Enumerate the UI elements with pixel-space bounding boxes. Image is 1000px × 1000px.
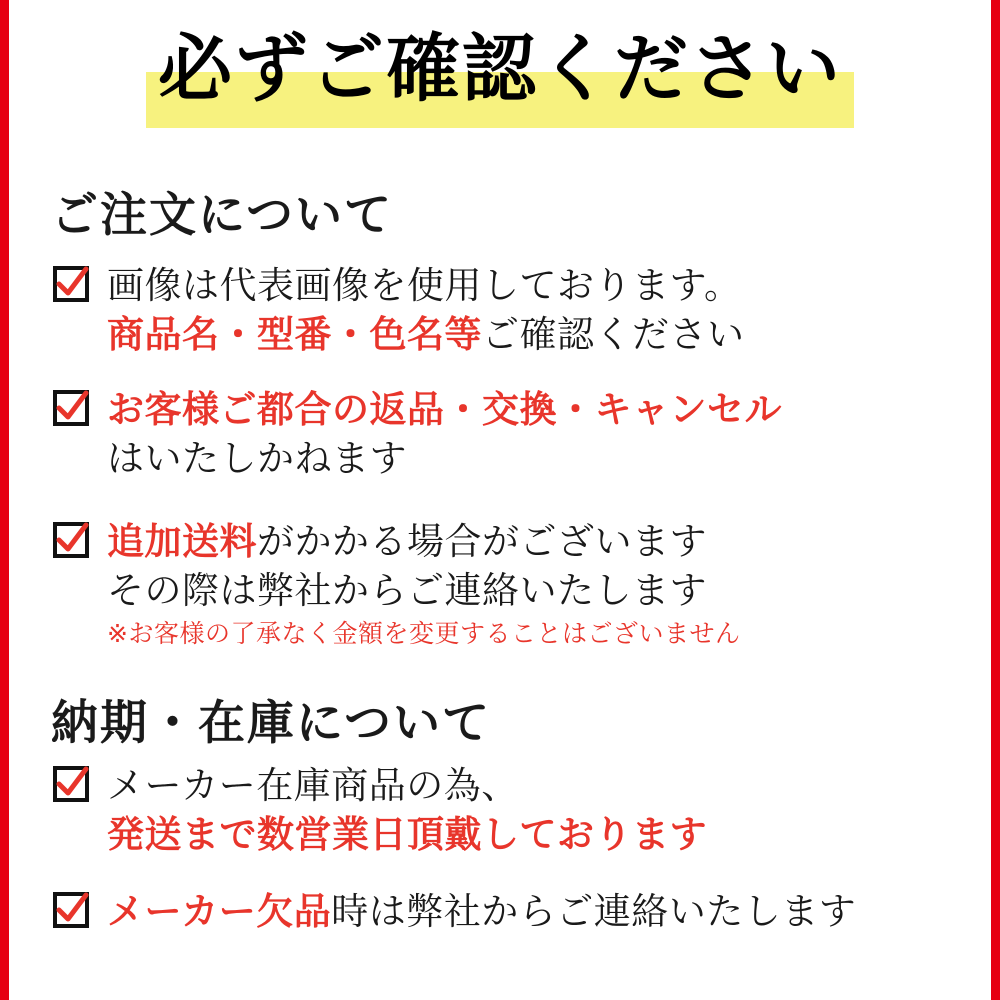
list-item [53,888,963,937]
section-heading-order: ご注文について [51,188,394,243]
checkbox-checked-icon [53,766,89,802]
list-item [53,762,963,860]
plain-text: ご確認ください [482,312,745,356]
list-item-line: 画像は代表画像を使用しております。 [107,264,742,307]
page-title [146,28,854,114]
page-title-wrap [9,28,991,114]
emphasis-text: メーカー欠品 [107,890,332,933]
list-item-line: はいたしかねます [107,436,407,480]
list-item-lines [107,762,963,860]
notice-content [9,0,991,1000]
list-item-lines [107,888,963,937]
list-item-line [107,311,963,360]
checkbox-checked-icon [53,390,89,426]
list-item [53,386,963,484]
plain-text: 時は弊社からご連絡いたします [331,890,857,933]
page-title-text: 必ずご確認ください [158,26,842,112]
list-item-line: その際は弊社からご連絡いたします [107,568,707,612]
list-item-line: 発送まで数営業日頂戴しております [107,812,707,856]
checkbox-checked-icon [53,266,89,302]
list-item-note: ※お客様の了承なく金額を変更することはございません [107,618,741,648]
checkbox-checked-icon [53,892,89,928]
list-item-lines [107,518,963,650]
list-item-line [107,518,963,567]
list-item-line [107,888,963,937]
checkbox-checked-icon [53,522,89,558]
list-item-lines [107,386,963,484]
emphasis-text: 追加送料 [107,520,257,563]
emphasis-text: 商品名・型番・色名等 [107,312,482,356]
list-item-line: メーカー在庫商品の為、 [107,764,519,807]
section-heading-stock: 納期・在庫について [51,696,492,751]
plain-text: がかかる場合がございます [257,520,707,563]
list-item-line: お客様ご都合の返品・交換・キャンセル [107,388,782,431]
list-item [53,262,963,360]
list-item [53,518,963,650]
list-item-lines [107,262,963,360]
